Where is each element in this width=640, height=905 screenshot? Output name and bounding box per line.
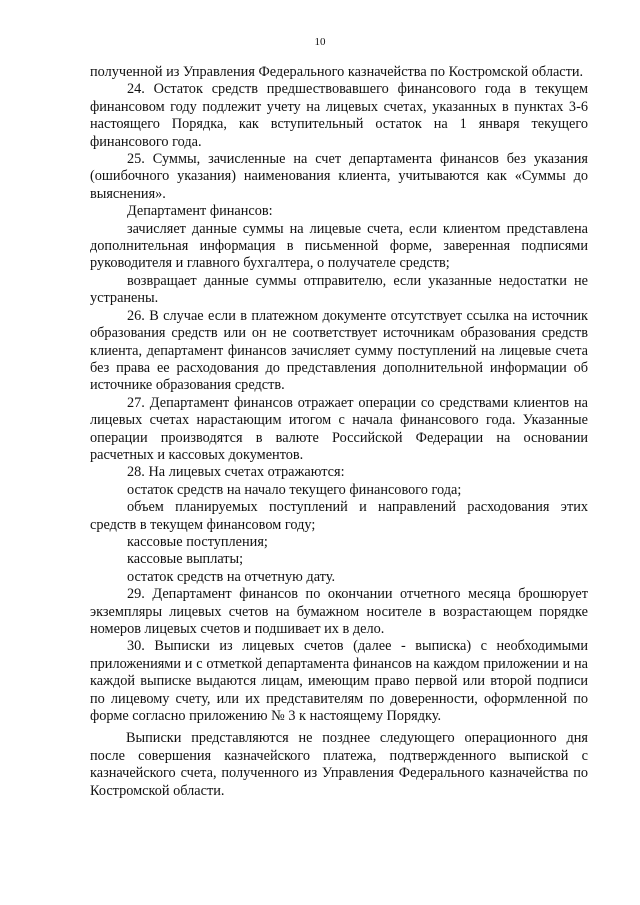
paragraph-statements: Выписки представляются не позднее следующего операционного дня после совершения казначейского платежа, подтвержденного выпиской с казначейского счета, полученного из Управления Федерального казначейства по Костромской области. (90, 730, 588, 799)
paragraph-24: 24. Остаток средств предшествовавшего финансового года в текущем финансовом году подлежит учету на лицевых счетах, указанных в пунктах 3-6 настоящего Порядка, как вступительный остаток на 1 января текущего финансового года. (90, 81, 588, 150)
paragraph-returns: возвращает данные суммы отправителю, если указанные недостатки не устранены. (90, 272, 588, 307)
list-item-opening-balance: остаток средств на начало текущего финансового года; (127, 481, 462, 498)
list-item-cash-receipts: кассовые поступления; (127, 533, 268, 550)
paragraph-25: 25. Суммы, зачисленные на счет департамента финансов без указания (ошибочного указания) наименования клиента, учитываются как «Суммы до выяснения». (90, 151, 588, 202)
paragraph-continuation: полученной из Управления Федерального казначейства по Костромской области. (90, 64, 584, 80)
page-number: 10 (314, 36, 326, 48)
paragraph-27: 27. Департамент финансов отражает операции со средствами клиентов на лицевых счетах нарастающим итогом с начала финансового года. Указанные операции производятся в валюте Российской Федерации на основании расчетных и кассовых документов. (90, 394, 588, 463)
paragraph-30: 30. Выписки из лицевых счетов (далее - выписка) с необходимыми приложениями и с отметкой департамента финансов на каждом приложении и на каждой выписке выдаются лицам, имеющим право первой или второй подписи по лицевому счету, или их представителям по доверенности, оформленной по форме согласно приложению № 3 к настоящему Порядку. (90, 638, 588, 725)
paragraph-dept-heading: Департамент финансов: (127, 203, 273, 220)
paragraph-29: 29. Департамент финансов по окончании отчетного месяца брошюрует экземпляры лицевых счетов на бумажном носителе в возрастающем порядке номеров лицевых счетов и подшивает их в дело. (90, 586, 588, 637)
list-item-cash-payments: кассовые выплаты; (127, 551, 244, 568)
list-item-planned-volume: объем планируемых поступлений и направлений расходования этих средств в текущем финансовом году; (90, 499, 588, 533)
paragraph-credits: зачисляет данные суммы на лицевые счета, если клиентом представлена дополнительная информация в письменной форме, заверенная подписями руководителя и главного бухгалтера, о получателе средств; (90, 220, 588, 272)
list-item-closing-balance: остаток средств на отчетную дату. (127, 568, 336, 585)
paragraph-26: 26. В случае если в платежном документе отсутствует ссылка на источник образования средств или он не соответствует источникам образования средств клиента, департамент финансов зачисляет сумму поступлений на лицевые счета без права ее расходования до представления дополнительной информации об источнике образования средств. (90, 307, 588, 394)
document-body (90, 64, 588, 800)
paragraph-28: 28. На лицевых счетах отражаются: (127, 464, 345, 481)
